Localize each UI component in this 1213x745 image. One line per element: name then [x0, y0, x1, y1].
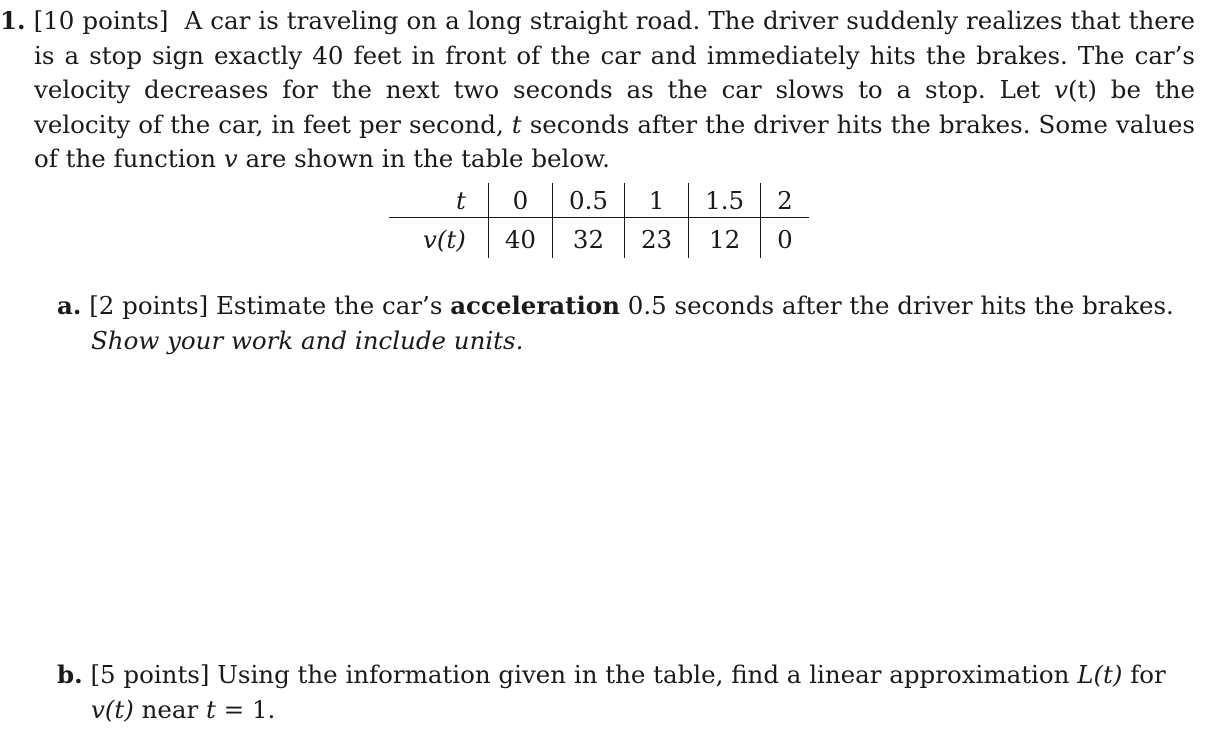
table-header-v: v(t) — [423, 224, 466, 254]
part-b — [57, 658, 1197, 727]
problem-text-1: A car is traveling on a long straight road. The driver suddenly realizes that there is a stop sign exactly 40 feet in front of the car and immediately hits the brakes. The car’s velocity decreases for the next two seconds as the car slows to a stop. Let — [34, 6, 1195, 104]
var-t: t — [511, 109, 522, 139]
problem-1 — [0, 4, 1195, 177]
part-b-text-2: for — [1122, 660, 1166, 689]
part-a-question — [57, 289, 1197, 358]
part-b-points: [5 points] — [90, 660, 210, 689]
problem-text-2: be the velocity of the car, in feet per second, — [34, 75, 1195, 139]
problem-number: 1. — [0, 6, 26, 35]
part-a-bold-word: acceleration — [450, 291, 620, 320]
part-a-instruction: Show your work and include units. — [91, 325, 524, 355]
velocity-table — [389, 183, 809, 258]
table-row-t — [389, 183, 809, 218]
problem-text-3: seconds after the driver hits the brakes. Some values of the function — [34, 109, 1196, 173]
paren-t: (t) — [1067, 75, 1097, 104]
problem-text-4: are shown in the table below. — [237, 144, 610, 173]
table-cell-v: 23 — [624, 218, 688, 259]
table-cell-v: 32 — [553, 218, 625, 259]
table-cell-v: 40 — [488, 218, 552, 259]
var-v-2: v — [223, 144, 238, 173]
table-row-v — [389, 218, 809, 259]
var-v: v — [1054, 75, 1068, 104]
table-cell-t: 0 — [488, 183, 552, 218]
part-a-label: a. — [57, 291, 82, 320]
func-v: v(t) — [91, 694, 134, 724]
func-L: L(t) — [1077, 660, 1123, 689]
table-cell-v: 12 — [689, 218, 761, 259]
table-header-t: t — [389, 183, 488, 218]
table-cell-v: 0 — [761, 218, 809, 259]
part-a-points: [2 points] — [89, 291, 209, 320]
part-b-text-1: Using the information given in the table, find a linear approximation — [217, 660, 1078, 689]
part-b-text-4: = 1. — [215, 694, 276, 724]
part-a-text-2: 0.5 seconds after the driver hits the brakes. — [619, 291, 1174, 320]
problem-points: [10 points] — [33, 6, 169, 35]
table-cell-t: 1 — [624, 183, 688, 218]
part-b-question — [57, 658, 1197, 727]
problem-statement — [0, 4, 1195, 177]
part-b-text-3: near — [133, 694, 206, 724]
table-cell-t: 2 — [761, 183, 809, 218]
table-cell-t: 1.5 — [689, 183, 761, 218]
var-t-b: t — [206, 694, 216, 724]
part-b-label: b. — [57, 660, 83, 689]
table-cell-t: 0.5 — [553, 183, 625, 218]
part-a-text-1: Estimate the car’s — [215, 291, 451, 320]
part-a — [57, 289, 1197, 358]
